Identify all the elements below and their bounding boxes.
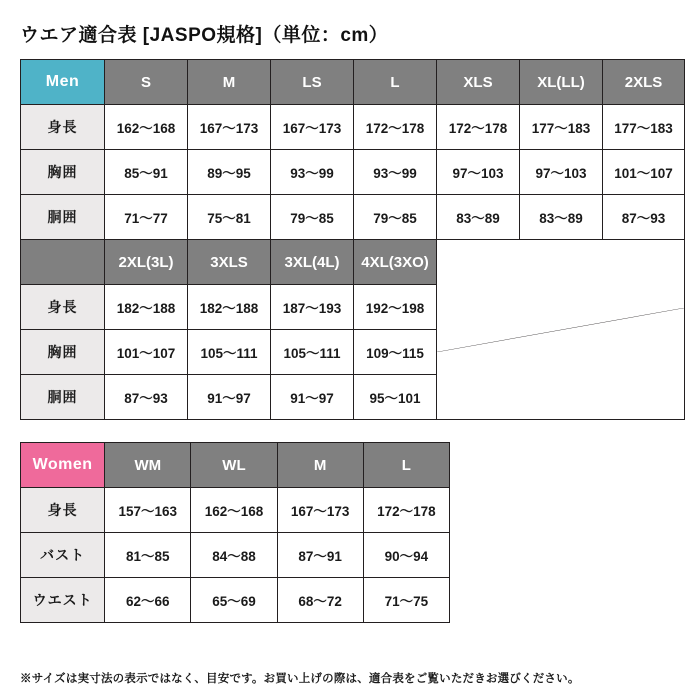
men-size-m: M <box>188 60 271 105</box>
women-size-wl: WL <box>191 443 277 488</box>
men-size-table <box>20 59 685 420</box>
men2-row-label-waist: 胴囲 <box>21 375 105 420</box>
men-waist-l: 79〜85 <box>354 195 437 240</box>
men-chest-xls: 97〜103 <box>437 150 520 195</box>
table-row <box>21 533 450 578</box>
men-size-ls: LS <box>271 60 354 105</box>
men-row-label-waist: 胴囲 <box>21 195 105 240</box>
men2-height-3xl4l: 187〜193 <box>271 285 354 330</box>
men-chest-s: 85〜91 <box>105 150 188 195</box>
men2-height-4xl3xo: 192〜198 <box>354 285 437 330</box>
women-height-wl: 162〜168 <box>191 488 277 533</box>
women-bust-l: 90〜94 <box>363 533 449 578</box>
table-row <box>21 105 685 150</box>
men-chest-ls: 93〜99 <box>271 150 354 195</box>
men-waist-2xls: 87〜93 <box>603 195 685 240</box>
table-row <box>21 578 450 623</box>
women-bust-m: 87〜91 <box>277 533 363 578</box>
men-size-xl: XL(LL) <box>520 60 603 105</box>
page-title: ウエア適合表 [JASPO規格]（単位：cm） <box>20 25 389 46</box>
men2-row-label-height: 身長 <box>21 285 105 330</box>
women-header-row <box>21 443 450 488</box>
men2-height-2xl3l: 182〜188 <box>105 285 188 330</box>
men2-chest-2xl3l: 101〜107 <box>105 330 188 375</box>
men-size-l: L <box>354 60 437 105</box>
men-chest-xl: 97〜103 <box>520 150 603 195</box>
table-row <box>21 150 685 195</box>
men-waist-xl: 83〜89 <box>520 195 603 240</box>
men-header-row-2 <box>21 240 685 285</box>
men-height-xl: 177〜183 <box>520 105 603 150</box>
men-size-2xls: 2XLS <box>603 60 685 105</box>
men-waist-m: 75〜81 <box>188 195 271 240</box>
women-waist-wl: 65〜69 <box>191 578 277 623</box>
men-waist-ls: 79〜85 <box>271 195 354 240</box>
empty-diagonal-cell <box>437 240 685 420</box>
men2-waist-3xls: 91〜97 <box>188 375 271 420</box>
men-height-2xls: 177〜183 <box>603 105 685 150</box>
table-row <box>21 488 450 533</box>
men-chest-l: 93〜99 <box>354 150 437 195</box>
men-height-l: 172〜178 <box>354 105 437 150</box>
women-row-label-waist: ウエスト <box>21 578 105 623</box>
men-height-ls: 167〜173 <box>271 105 354 150</box>
women-size-m: M <box>277 443 363 488</box>
women-row-label-height: 身長 <box>21 488 105 533</box>
men-header-label: Men <box>21 60 105 105</box>
men2-waist-3xl4l: 91〜97 <box>271 375 354 420</box>
men-row-label-chest: 胸囲 <box>21 150 105 195</box>
men-height-m: 167〜173 <box>188 105 271 150</box>
men2-height-3xls: 182〜188 <box>188 285 271 330</box>
women-height-wm: 157〜163 <box>105 488 191 533</box>
footnote: ※サイズは実寸法の表示ではなく、目安です。お買い上げの際は、適合表をご覧いただきお選びください。 <box>20 673 580 685</box>
men-row-label-height: 身長 <box>21 105 105 150</box>
women-height-l: 172〜178 <box>363 488 449 533</box>
men-size-xls: XLS <box>437 60 520 105</box>
women-waist-l: 71〜75 <box>363 578 449 623</box>
women-waist-wm: 62〜66 <box>105 578 191 623</box>
men-size-4xl3xo: 4XL(3XO) <box>354 240 437 285</box>
men-height-s: 162〜168 <box>105 105 188 150</box>
men-chest-m: 89〜95 <box>188 150 271 195</box>
women-waist-m: 68〜72 <box>277 578 363 623</box>
men-chest-2xls: 101〜107 <box>603 150 685 195</box>
men-waist-s: 71〜77 <box>105 195 188 240</box>
men2-waist-2xl3l: 87〜93 <box>105 375 188 420</box>
men2-chest-4xl3xo: 109〜115 <box>354 330 437 375</box>
women-size-wm: WM <box>105 443 191 488</box>
women-header-label: Women <box>21 443 105 488</box>
table-row <box>21 195 685 240</box>
women-size-l: L <box>363 443 449 488</box>
men-size-2xl3l: 2XL(3L) <box>105 240 188 285</box>
men-size-s: S <box>105 60 188 105</box>
men-size-3xl4l: 3XL(4L) <box>271 240 354 285</box>
men-waist-xls: 83〜89 <box>437 195 520 240</box>
women-bust-wm: 81〜85 <box>105 533 191 578</box>
men2-row-label-chest: 胸囲 <box>21 330 105 375</box>
men2-waist-4xl3xo: 95〜101 <box>354 375 437 420</box>
men2-chest-3xls: 105〜111 <box>188 330 271 375</box>
women-height-m: 167〜173 <box>277 488 363 533</box>
men2-chest-3xl4l: 105〜111 <box>271 330 354 375</box>
women-size-table <box>20 442 450 623</box>
men-header-row <box>21 60 685 105</box>
men-header-blank <box>21 240 105 285</box>
men-height-xls: 172〜178 <box>437 105 520 150</box>
women-row-label-bust: バスト <box>21 533 105 578</box>
women-bust-wl: 84〜88 <box>191 533 277 578</box>
men-size-3xls: 3XLS <box>188 240 271 285</box>
